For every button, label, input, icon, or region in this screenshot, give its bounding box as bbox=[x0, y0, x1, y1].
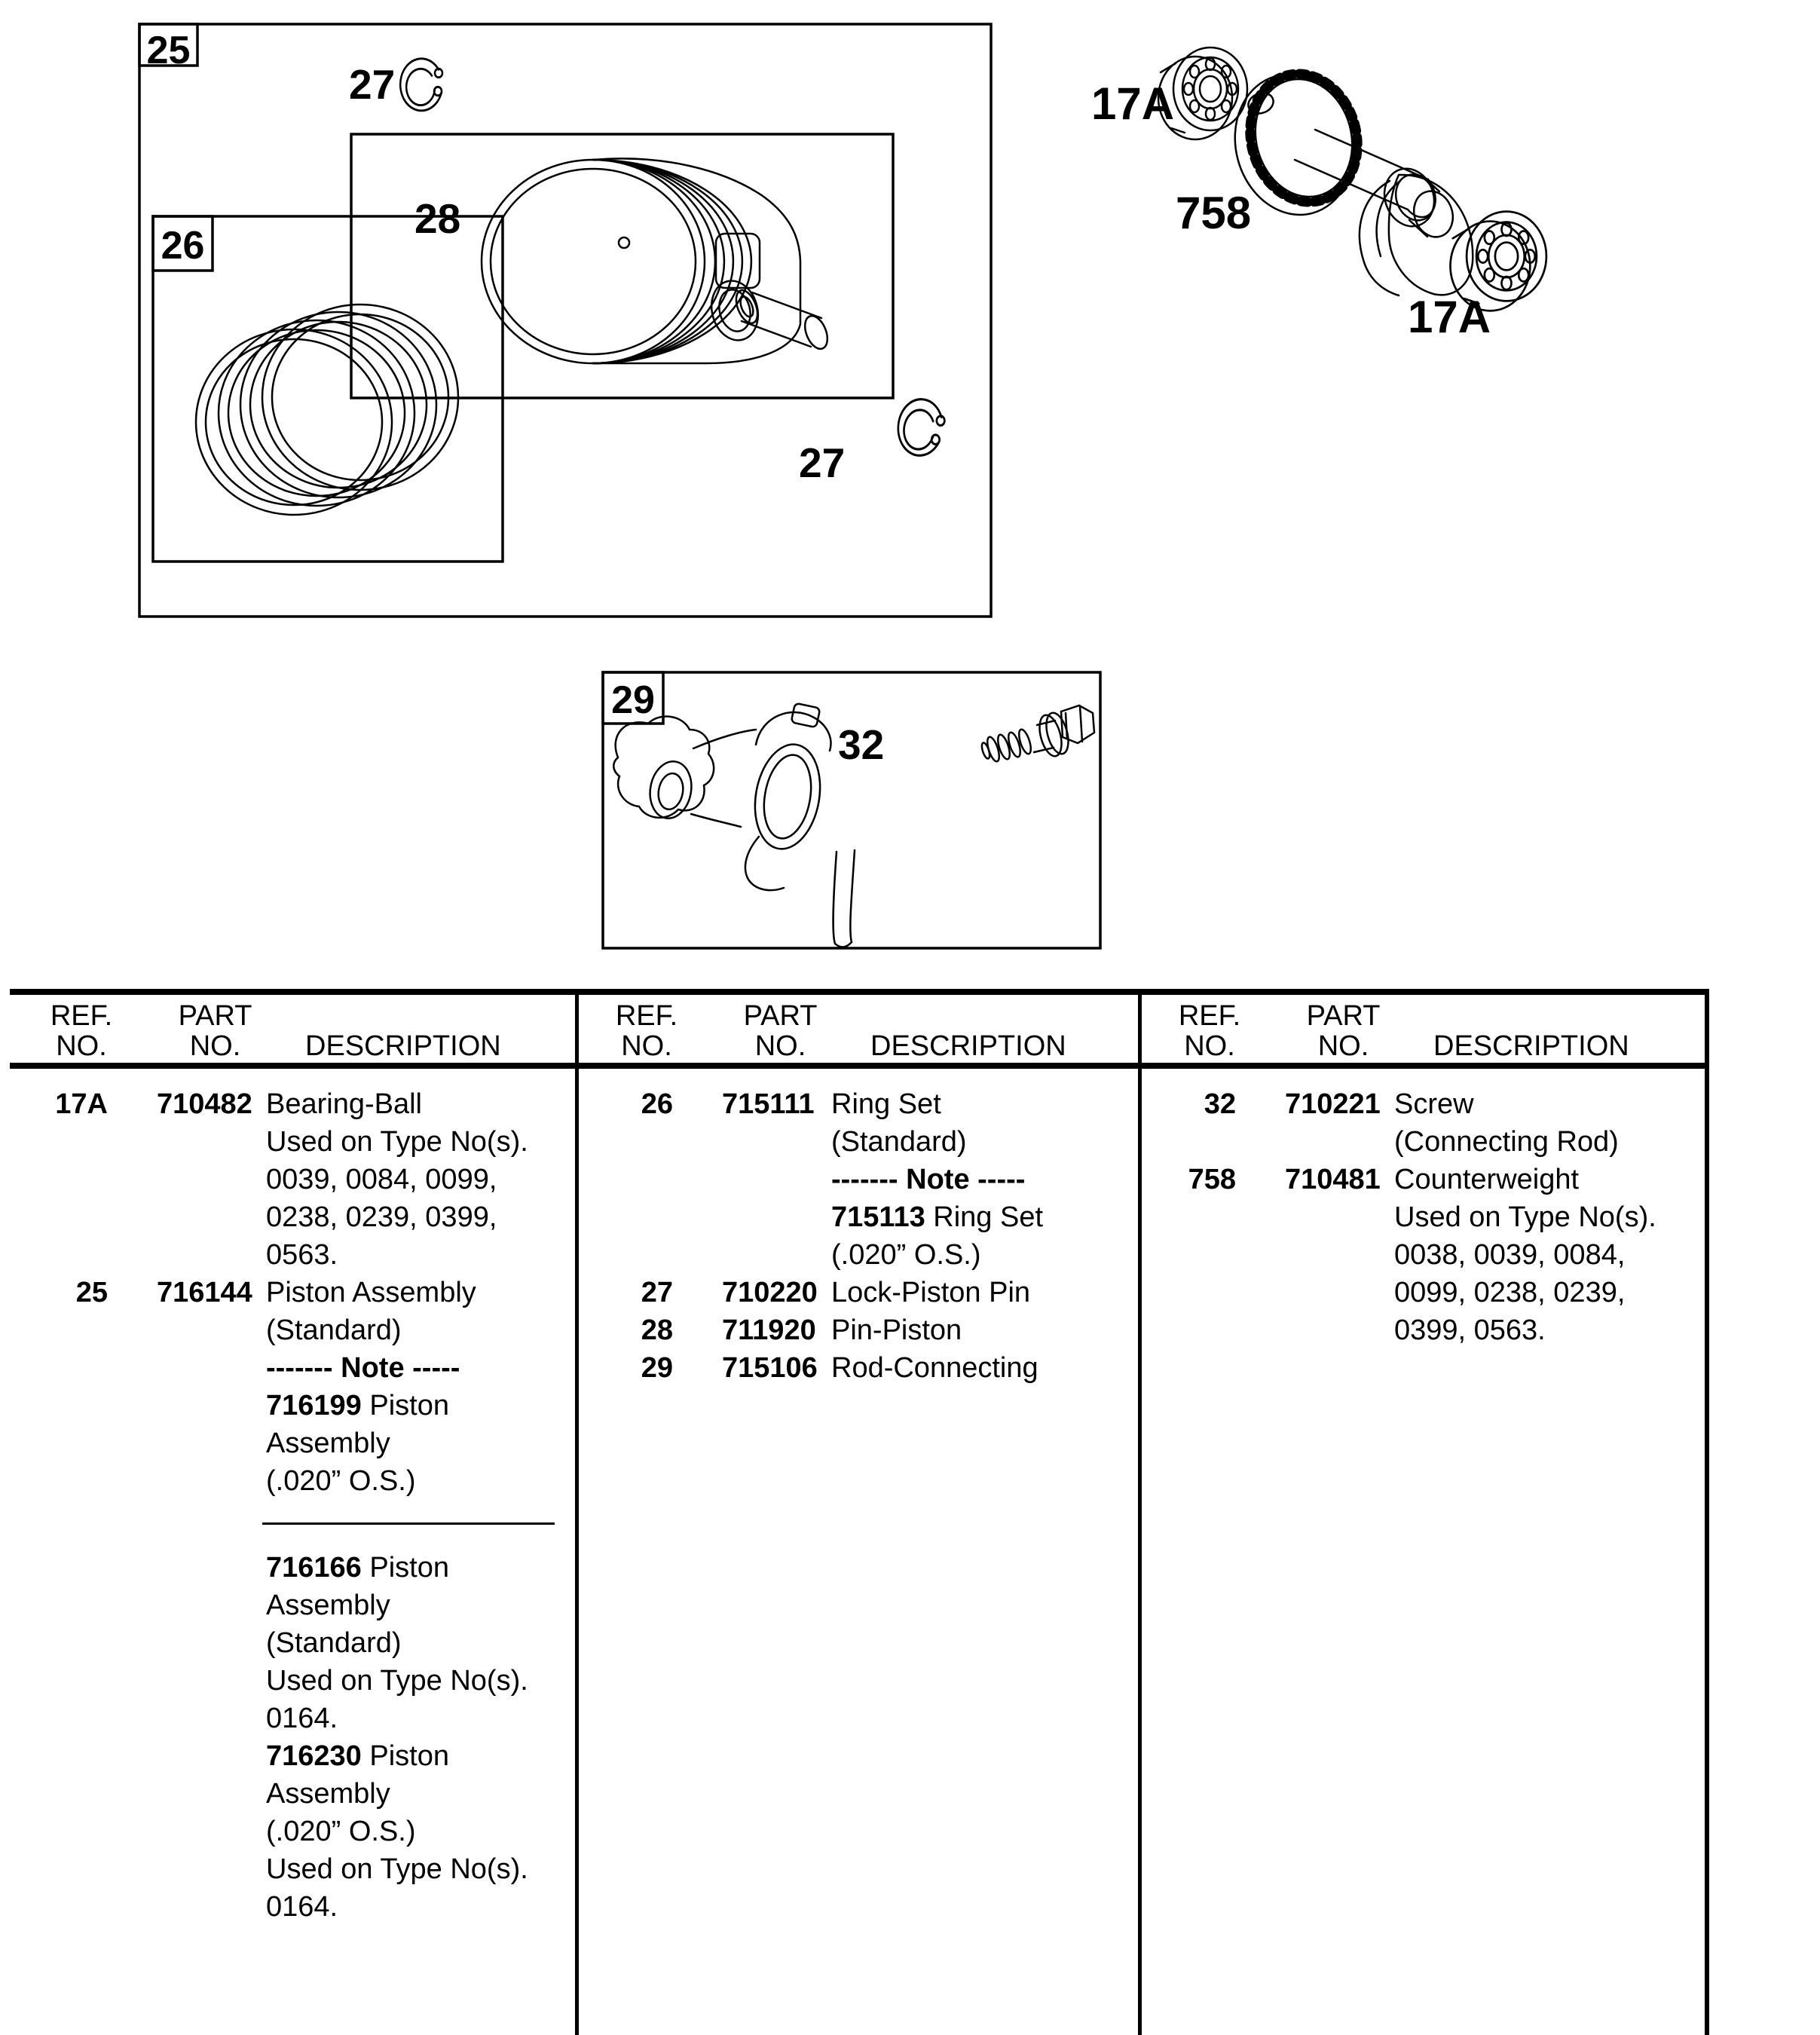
desc-cell: 0164. bbox=[266, 1703, 338, 1734]
part-cell bbox=[157, 1624, 266, 1662]
table-row bbox=[10, 1198, 574, 1236]
description-header: DESCRIPTION bbox=[870, 1030, 1066, 1062]
table-row bbox=[575, 1198, 1136, 1236]
rod-screw-drawing bbox=[980, 705, 1094, 763]
desc-cell: Used on Type No(s). bbox=[266, 1126, 528, 1158]
table-row bbox=[10, 1813, 574, 1850]
ref-cell: 28 bbox=[641, 1314, 673, 1346]
part-cell bbox=[1285, 1123, 1394, 1161]
ref-cell bbox=[10, 1236, 108, 1274]
ref-cell bbox=[575, 1123, 673, 1161]
part-cell: 710482 bbox=[157, 1088, 252, 1120]
ref-cell bbox=[10, 1161, 108, 1198]
table-row bbox=[10, 1462, 574, 1500]
desc-cell: Ring Set bbox=[831, 1088, 941, 1120]
part-cell: 715111 bbox=[722, 1088, 815, 1120]
callout-29-label: 29 bbox=[611, 678, 655, 722]
piston-drawing bbox=[482, 158, 800, 363]
ref-cell bbox=[1138, 1123, 1236, 1161]
ref-cell bbox=[10, 1198, 108, 1236]
ref-cell: 27 bbox=[641, 1277, 673, 1308]
part-cell bbox=[1285, 1274, 1394, 1311]
table-row bbox=[1138, 1198, 1703, 1236]
desc-cell: Assembly bbox=[266, 1778, 390, 1810]
ref-cell: 32 bbox=[1204, 1088, 1236, 1120]
part-cell bbox=[157, 1888, 266, 1926]
description-header: DESCRIPTION bbox=[305, 1030, 501, 1062]
part-cell bbox=[722, 1236, 831, 1274]
part-cell: 710221 bbox=[1285, 1088, 1381, 1120]
piston-ring-set-drawing bbox=[196, 304, 458, 515]
table-row bbox=[10, 1236, 574, 1274]
desc-cell: ------- Note ----- bbox=[831, 1164, 1026, 1195]
desc-cell: Used on Type No(s). bbox=[266, 1853, 528, 1885]
table-row bbox=[10, 1311, 574, 1349]
ref-cell: 758 bbox=[1188, 1164, 1236, 1195]
desc-cell: 0099, 0238, 0239, bbox=[1394, 1277, 1626, 1308]
desc-cell: Bearing-Ball bbox=[266, 1088, 422, 1120]
desc-cell: 0164. bbox=[266, 1891, 338, 1923]
desc-cell: Used on Type No(s). bbox=[266, 1665, 528, 1697]
part-cell bbox=[157, 1587, 266, 1624]
table-row bbox=[1138, 1311, 1703, 1349]
table-row bbox=[10, 1549, 574, 1587]
part-cell: 716144 bbox=[157, 1277, 252, 1308]
desc-cell: 716166 Piston bbox=[266, 1552, 449, 1584]
table-row bbox=[1138, 1123, 1703, 1161]
table-row bbox=[10, 1888, 574, 1926]
ref-label-28: 28 bbox=[414, 195, 461, 242]
ref-cell bbox=[10, 1662, 108, 1700]
desc-cell: 716199 Piston bbox=[266, 1390, 449, 1421]
connecting-rod-drawing bbox=[613, 703, 855, 947]
part-cell bbox=[157, 1813, 266, 1850]
desc-cell: Lock-Piston Pin bbox=[831, 1277, 1031, 1308]
table-row bbox=[10, 1161, 574, 1198]
ref-cell bbox=[10, 1888, 108, 1926]
part-cell bbox=[157, 1850, 266, 1888]
desc-cell: 0238, 0239, 0399, bbox=[266, 1201, 497, 1233]
part-cell bbox=[157, 1662, 266, 1700]
table-row bbox=[10, 1387, 574, 1424]
part-cell: 711920 bbox=[722, 1314, 816, 1346]
desc-cell: Rod-Connecting bbox=[831, 1352, 1038, 1384]
table-row bbox=[575, 1123, 1136, 1161]
part-cell bbox=[157, 1387, 266, 1424]
parts-list-column-1 bbox=[10, 1085, 574, 1926]
parts-list-column-2 bbox=[575, 1085, 1136, 1387]
table-row bbox=[10, 1624, 574, 1662]
part-cell bbox=[722, 1161, 831, 1198]
part-cell bbox=[157, 1700, 266, 1737]
ref-cell bbox=[575, 1198, 673, 1236]
part-cell bbox=[157, 1462, 266, 1500]
ref-cell bbox=[1138, 1236, 1236, 1274]
table-header-rule bbox=[10, 1063, 1709, 1069]
ref-label-27: 27 bbox=[349, 61, 396, 108]
snap-ring-icon bbox=[893, 393, 948, 462]
table-row bbox=[10, 1775, 574, 1813]
desc-cell: (Standard) bbox=[266, 1314, 402, 1346]
ref-cell bbox=[10, 1387, 108, 1424]
desc-cell: 0039, 0084, 0099, bbox=[266, 1164, 497, 1195]
table-row bbox=[10, 1850, 574, 1888]
desc-cell: ------- Note ----- bbox=[266, 1352, 460, 1384]
desc-cell: (.020” O.S.) bbox=[831, 1239, 981, 1271]
table-header-group-3 bbox=[1138, 1001, 1629, 1061]
table-header-group-2 bbox=[575, 1001, 1066, 1061]
ref-no-header: REF. NO. bbox=[1178, 1000, 1241, 1062]
part-cell: 710220 bbox=[722, 1277, 818, 1308]
desc-cell: (Standard) bbox=[266, 1627, 402, 1659]
part-cell bbox=[157, 1236, 266, 1274]
part-cell bbox=[722, 1198, 831, 1236]
desc-cell: 0399, 0563. bbox=[1394, 1314, 1546, 1346]
ref-label-17a-right: 17A bbox=[1408, 292, 1491, 342]
exploded-parts-diagram bbox=[0, 0, 1820, 987]
part-cell bbox=[157, 1123, 266, 1161]
desc-cell: Assembly bbox=[266, 1590, 390, 1621]
ref-cell bbox=[10, 1624, 108, 1662]
table-row bbox=[575, 1161, 1136, 1198]
desc-cell: Piston Assembly bbox=[266, 1277, 476, 1308]
ref-cell: 17A bbox=[55, 1088, 108, 1120]
ref-cell bbox=[575, 1236, 673, 1274]
part-no-header: PART NO. bbox=[743, 1000, 818, 1062]
desc-cell: (Connecting Rod) bbox=[1394, 1126, 1619, 1158]
table-row bbox=[10, 1587, 574, 1624]
table-row bbox=[575, 1311, 1136, 1349]
table-row bbox=[575, 1236, 1136, 1274]
piston-pin-drawing bbox=[732, 287, 831, 352]
snap-ring-icon bbox=[400, 59, 442, 111]
description-divider bbox=[262, 1522, 555, 1525]
ref-cell bbox=[1138, 1311, 1236, 1349]
ref-no-header: REF. NO. bbox=[50, 1000, 113, 1062]
ref-cell bbox=[10, 1549, 108, 1587]
table-row bbox=[10, 1349, 574, 1387]
table-row bbox=[1138, 1274, 1703, 1311]
part-cell bbox=[1285, 1198, 1394, 1236]
ref-cell: 25 bbox=[75, 1277, 108, 1308]
ref-label-32: 32 bbox=[838, 721, 885, 768]
table-row bbox=[1138, 1236, 1703, 1274]
desc-cell: (Standard) bbox=[831, 1126, 967, 1158]
desc-cell: Screw bbox=[1394, 1088, 1474, 1120]
desc-cell: Pin-Piston bbox=[831, 1314, 962, 1346]
table-row bbox=[10, 1085, 574, 1123]
part-no-header: PART NO. bbox=[1306, 1000, 1381, 1062]
ref-label-758: 758 bbox=[1176, 188, 1252, 238]
ref-cell bbox=[10, 1123, 108, 1161]
table-row bbox=[1138, 1085, 1703, 1123]
ref-label-17a-left: 17A bbox=[1091, 78, 1175, 129]
ref-cell bbox=[10, 1850, 108, 1888]
table-row bbox=[575, 1085, 1136, 1123]
part-cell bbox=[1285, 1236, 1394, 1274]
table-row bbox=[10, 1737, 574, 1775]
ref-cell bbox=[1138, 1274, 1236, 1311]
piston-box bbox=[351, 134, 893, 398]
part-cell bbox=[157, 1198, 266, 1236]
desc-cell: (.020” O.S.) bbox=[266, 1465, 416, 1497]
desc-cell: 0563. bbox=[266, 1239, 338, 1271]
desc-cell: 715113 Ring Set bbox=[831, 1201, 1044, 1233]
description-header: DESCRIPTION bbox=[1433, 1030, 1629, 1062]
desc-cell: 716230 Piston bbox=[266, 1740, 449, 1772]
ref-cell bbox=[10, 1775, 108, 1813]
table-row bbox=[1138, 1161, 1703, 1198]
ref-cell bbox=[10, 1587, 108, 1624]
desc-cell: Assembly bbox=[266, 1428, 390, 1459]
part-cell bbox=[157, 1161, 266, 1198]
parts-list-column-3 bbox=[1138, 1085, 1703, 1349]
ref-cell bbox=[10, 1424, 108, 1462]
part-cell bbox=[157, 1775, 266, 1813]
desc-cell: Used on Type No(s). bbox=[1394, 1201, 1656, 1233]
ref-cell bbox=[10, 1311, 108, 1349]
desc-cell: Counterweight bbox=[1394, 1164, 1580, 1195]
table-right-border bbox=[1705, 989, 1709, 2035]
ref-cell bbox=[10, 1813, 108, 1850]
table-row bbox=[10, 1424, 574, 1462]
part-cell: 715106 bbox=[722, 1352, 818, 1384]
table-row bbox=[10, 1123, 574, 1161]
part-cell bbox=[1285, 1311, 1394, 1349]
ref-label-27b: 27 bbox=[799, 439, 846, 486]
desc-cell: (.020” O.S.) bbox=[266, 1816, 416, 1847]
table-row bbox=[10, 1700, 574, 1737]
table-top-rule bbox=[10, 989, 1709, 995]
callout-25-label: 25 bbox=[146, 29, 191, 72]
ref-cell bbox=[1138, 1198, 1236, 1236]
part-cell bbox=[157, 1737, 266, 1775]
table-row bbox=[575, 1274, 1136, 1311]
table-row bbox=[10, 1662, 574, 1700]
part-cell bbox=[157, 1549, 266, 1587]
callout-box-25 bbox=[139, 24, 991, 617]
counterweight-gear-drawing bbox=[1219, 61, 1473, 295]
part-no-header: PART NO. bbox=[178, 1000, 252, 1062]
callout-26-label: 26 bbox=[161, 224, 205, 268]
table-row bbox=[10, 1274, 574, 1311]
part-cell bbox=[722, 1123, 831, 1161]
ref-cell: 26 bbox=[641, 1088, 673, 1120]
ref-cell bbox=[10, 1700, 108, 1737]
ref-no-header: REF. NO. bbox=[615, 1000, 678, 1062]
desc-cell: 0038, 0039, 0084, bbox=[1394, 1239, 1626, 1271]
ref-cell bbox=[10, 1462, 108, 1500]
ref-cell bbox=[575, 1161, 673, 1198]
ref-cell bbox=[10, 1349, 108, 1387]
part-cell bbox=[157, 1424, 266, 1462]
part-cell bbox=[157, 1311, 266, 1349]
ref-cell bbox=[10, 1737, 108, 1775]
table-header-group-1 bbox=[10, 1001, 501, 1061]
part-cell: 710481 bbox=[1285, 1164, 1381, 1195]
table-row bbox=[575, 1349, 1136, 1387]
ref-cell: 29 bbox=[641, 1352, 673, 1384]
part-cell bbox=[157, 1349, 266, 1387]
